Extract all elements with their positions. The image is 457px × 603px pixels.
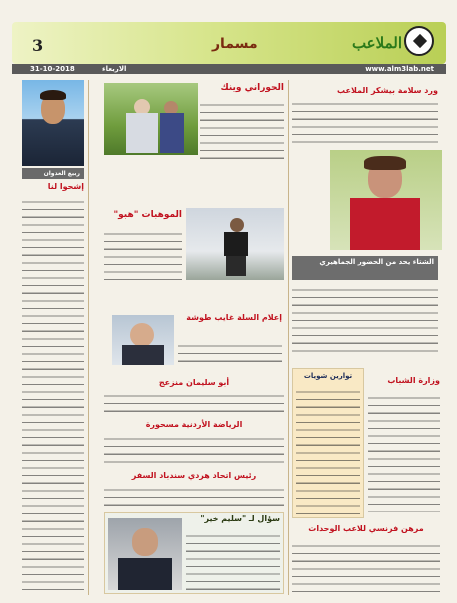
page-header bbox=[12, 22, 446, 64]
basketball-photo bbox=[112, 315, 174, 365]
hourani-body bbox=[200, 99, 284, 163]
sports-jordan-body bbox=[104, 433, 284, 469]
column-divider bbox=[88, 80, 89, 595]
question-photo bbox=[108, 518, 182, 590]
kwt-title: توارين شويات bbox=[303, 372, 353, 380]
president-title: رئيس اتحاد هردي سندباد السفر bbox=[131, 471, 257, 480]
date-bar bbox=[12, 64, 446, 74]
abusleman-body bbox=[104, 390, 284, 418]
farasn-body bbox=[292, 540, 440, 594]
column-divider-2 bbox=[288, 80, 289, 595]
shabab-body bbox=[368, 392, 440, 512]
hourani-photo bbox=[104, 83, 198, 155]
winter-title: الشتاء يحد من الحضور الجماهيري bbox=[292, 256, 438, 280]
abusleman-title: أبو سليمان منزعج bbox=[158, 378, 230, 387]
hourani-title: الحوراني وينك bbox=[220, 83, 284, 93]
site-logo[interactable] bbox=[351, 26, 438, 60]
section-title: مسمار bbox=[212, 36, 258, 52]
fans-body bbox=[292, 98, 438, 144]
sports-jordan-title: الرياضة الأردنية مسحورة bbox=[145, 420, 243, 429]
author-photo bbox=[22, 80, 84, 166]
farasn-title: مرهن فرنسي للاعب الوحدات bbox=[308, 524, 424, 533]
shabab-title: وزارة الشباب bbox=[387, 376, 440, 385]
fans-title: ورد سلامة بيشكر الملاعب bbox=[337, 86, 438, 95]
column-title: إشحوا لنا bbox=[47, 182, 84, 191]
site-url[interactable]: www.alm3lab.net bbox=[365, 65, 434, 73]
fans-photo bbox=[330, 150, 442, 250]
question-body bbox=[186, 530, 280, 590]
page-number: 3 bbox=[32, 36, 44, 55]
president-body bbox=[104, 484, 284, 506]
issue-day: الاربعاء bbox=[102, 65, 127, 73]
basketball-title: إعلام السلة غايب طوشة bbox=[186, 313, 282, 322]
question-title: سؤال لـ "سليم خير" bbox=[200, 514, 280, 523]
column-body bbox=[22, 196, 84, 596]
hobo-body bbox=[104, 228, 182, 284]
logo-text: الملاعب bbox=[351, 34, 402, 52]
basketball-body bbox=[178, 340, 282, 368]
hobo-title: الموهبات "هبو" bbox=[113, 210, 182, 220]
kwt-body bbox=[296, 386, 360, 514]
winter-body bbox=[292, 284, 438, 358]
football-icon bbox=[404, 26, 434, 56]
column-author: ربيع العدوان bbox=[22, 168, 84, 179]
hobo-photo bbox=[186, 208, 284, 280]
issue-date: 31-10-2018 bbox=[30, 65, 75, 73]
